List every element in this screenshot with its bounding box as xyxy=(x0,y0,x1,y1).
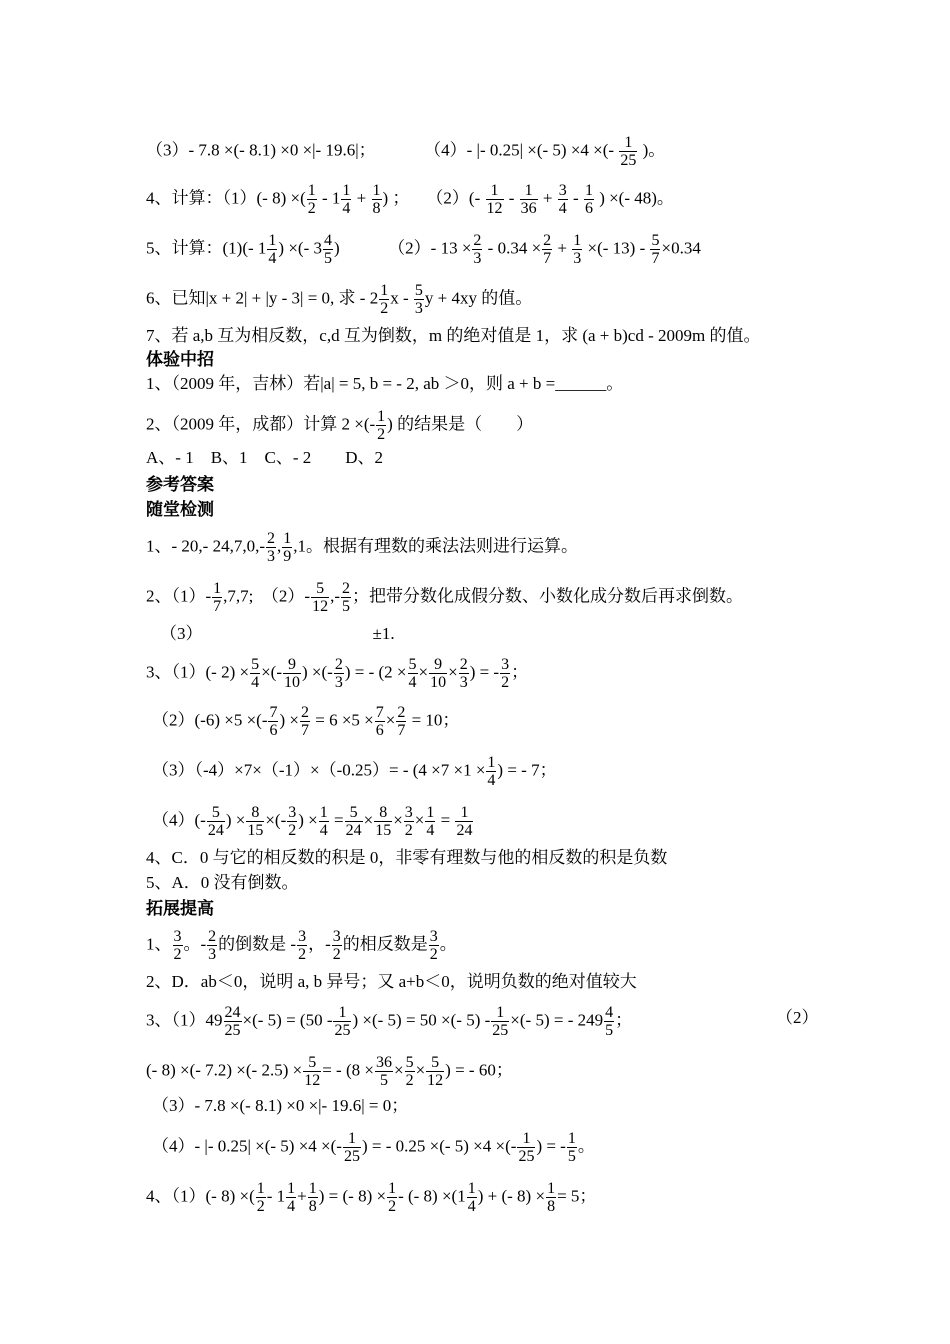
fraction-numerator: 1 xyxy=(467,1180,476,1197)
fraction xyxy=(374,804,392,839)
fraction xyxy=(311,580,329,615)
exercise-text: （2）(-6) ×5 ×(- xyxy=(152,710,268,730)
fraction xyxy=(297,928,307,963)
fraction-denominator: 10 xyxy=(284,674,300,691)
exercise-text: 2、（2009 年，成都）计算 2 ×(- xyxy=(146,414,376,434)
answer-2-3 xyxy=(160,624,395,644)
fraction-numerator: 1 xyxy=(380,282,389,299)
fraction-numerator: 5 xyxy=(426,1054,444,1072)
fraction-denominator: 5 xyxy=(605,1022,614,1039)
exercise-text: ，- xyxy=(308,934,331,954)
fraction-numerator: 1 xyxy=(372,182,381,199)
fraction-denominator: 25 xyxy=(224,1022,241,1039)
fraction-denominator: 2 xyxy=(501,674,510,691)
fraction-denominator: 4 xyxy=(342,200,351,217)
exercise-text: 。 xyxy=(439,934,457,954)
exercise-text: ) = - 7； xyxy=(497,760,557,780)
fraction xyxy=(286,1180,296,1215)
fraction-numerator: 7 xyxy=(269,704,278,721)
fraction-denominator: 4 xyxy=(487,772,496,789)
fraction xyxy=(379,282,389,317)
fraction-denominator: 3 xyxy=(459,674,468,691)
fraction-denominator: 24 xyxy=(345,822,362,839)
fraction-numerator: 3 xyxy=(558,182,567,199)
exercise-text: ×(- 5) = (50 - xyxy=(242,1010,333,1030)
fraction-numerator: 2 xyxy=(300,704,309,721)
fraction-numerator: 8 xyxy=(374,804,392,822)
fraction xyxy=(387,1180,397,1215)
fraction xyxy=(207,928,217,963)
fraction-denominator: 6 xyxy=(375,722,384,739)
exercise-text: （2）- 13 × xyxy=(388,238,472,258)
fraction-numerator: 3 xyxy=(173,928,182,945)
fraction-numerator: 5 xyxy=(408,656,417,673)
fraction-denominator: 5 xyxy=(379,1072,388,1089)
fraction xyxy=(207,804,225,839)
exercise-text: = - (8 × xyxy=(322,1060,374,1080)
extend-answer-3-2: (- 8) ×(- 7.2) ×(- 2.5) × $\frac{5}{12}$ = - (8 × $\frac{36}{5}$ × $\frac{5}{2}$ × $\frac{5}{12}$ ) = - 60； xyxy=(146,1054,513,1089)
exercise-text: ；把带分数化成假分数、小数化成分数后再求倒数。 xyxy=(351,586,743,606)
exercise-text: = - (2 × xyxy=(354,662,407,682)
exercise-text: 2、（1）- xyxy=(146,586,212,606)
fraction xyxy=(376,408,386,443)
fraction-numerator: 36 xyxy=(375,1054,392,1071)
fraction xyxy=(283,656,301,691)
fraction-denominator: 3 xyxy=(334,674,343,691)
fraction-denominator: 12 xyxy=(304,1072,321,1089)
fraction-numerator: 1 xyxy=(308,1180,317,1197)
fraction-numerator: 1 xyxy=(333,1004,351,1022)
fraction-denominator: 7 xyxy=(300,722,309,739)
exercise-text: 3、（1）49 xyxy=(146,1010,223,1030)
exercise-text: ) = - 0.25 ×(- 5) ×4 ×(- xyxy=(361,1136,517,1156)
fraction-numerator: 2 xyxy=(208,928,217,945)
fraction-denominator: 2 xyxy=(377,426,386,443)
fraction-numerator: 8 xyxy=(246,804,264,822)
fraction xyxy=(375,704,385,739)
extend-answer-3-1 xyxy=(146,1004,632,1039)
fraction-denominator: 5 xyxy=(323,250,332,267)
fraction-numerator: 3 xyxy=(501,656,510,673)
extend-answer-1 xyxy=(146,928,457,963)
fraction-denominator: 5 xyxy=(341,598,350,615)
exam-question-2 xyxy=(146,408,533,443)
fraction-numerator: 1 xyxy=(287,1180,296,1197)
fraction xyxy=(256,1180,266,1215)
exercise-5: 5、计算：(1)(- 1 $\frac{1}{4}$ ) ×(- 3 $\frac{4}{5}$ ) （2）- 13 × $\frac{2}{3}$ - 0.34 × $\frac{2}{7}$ + $\frac{1}{3}$ ×(- 13) - $\frac{5}{7}$ ×0.34 xyxy=(146,232,701,267)
exercise-text: ) ×(- 48)。 xyxy=(599,188,674,208)
exercise-text: )。 xyxy=(642,140,666,160)
fraction xyxy=(212,580,222,615)
fraction-denominator: 25 xyxy=(620,152,637,169)
fraction-denominator: 3 xyxy=(573,250,582,267)
fraction-numerator: 3 xyxy=(404,804,413,821)
fraction xyxy=(341,182,351,217)
exercise-text: ； xyxy=(615,1010,633,1030)
fraction-numerator: 1 xyxy=(342,182,351,199)
fraction-numerator: 2 xyxy=(341,580,350,597)
exercise-text: ,7,7; （2）- xyxy=(223,586,311,606)
fraction xyxy=(308,1180,318,1215)
fraction xyxy=(300,704,310,739)
fraction-numerator: 3 xyxy=(429,928,438,945)
fraction-numerator: 1 xyxy=(307,182,316,199)
fraction xyxy=(650,232,660,267)
exercise-text: 的相反数是 xyxy=(342,934,428,954)
fraction-numerator: 1 xyxy=(491,1004,509,1022)
exercise-text: ) = - xyxy=(469,662,500,682)
extend-answer-3-3: （3）- 7.8 ×(- 8.1) ×0 ×|- 19.6| = 0； xyxy=(152,1096,409,1115)
fraction xyxy=(520,182,538,217)
exercise-text: （3）- 7.8 ×(- 8.1) ×0 ×|- 19.6|； xyxy=(146,140,376,160)
fraction xyxy=(604,1004,614,1039)
exercise-text: 4、（1）(- 8) ×( xyxy=(146,1186,255,1206)
fraction-denominator: 2 xyxy=(380,300,389,317)
fraction-numerator: 1 xyxy=(283,530,292,547)
exercise-text: （4）- |- 0.25| ×(- 5) ×4 ×(- xyxy=(152,1136,342,1156)
fraction xyxy=(307,182,317,217)
exercise-text: ) xyxy=(333,238,340,258)
exercise-text: 1、 xyxy=(146,934,172,954)
exercise-text: = xyxy=(334,810,344,830)
fraction-numerator: 1 xyxy=(520,182,538,200)
fraction xyxy=(345,804,363,839)
fraction xyxy=(429,928,439,963)
fraction-numerator: 4 xyxy=(605,1004,614,1021)
fraction-numerator: 1 xyxy=(487,754,496,771)
answer-3-1: 3、（1）(- 2) × $\frac{5}{4}$ ×(- $\frac{9}{10}$ ) ×(- $\frac{2}{3}$ ) = - (2 × $\frac{5}{4}$ × $\frac{9}{10}$ × $\frac{2}{3}$ ) = - $\frac{3}{2}$ ； xyxy=(146,656,529,691)
answer-2: 2、（1）- $\frac{1}{7}$ ,7,7; （2）- $\frac{5}{12}$ ,- $\frac{2}{5}$ ；把带分数化成假分数、小数化成分数后再求倒数。 xyxy=(146,580,743,615)
fraction-numerator: 1 xyxy=(584,182,593,199)
fraction-denominator: 25 xyxy=(343,1148,360,1165)
answer-5: 5、A．0 没有倒数。 xyxy=(146,873,299,892)
fraction-denominator: 4 xyxy=(268,250,277,267)
fraction-numerator: 2 xyxy=(397,704,406,721)
exercise-text: - (- 8) ×(1 xyxy=(398,1186,466,1206)
fraction xyxy=(429,656,447,691)
exercise-text: 。- xyxy=(183,934,207,954)
fraction xyxy=(319,804,329,839)
fraction-numerator: 1 xyxy=(486,182,504,200)
exercise-text: （4）(- xyxy=(152,810,206,830)
fraction xyxy=(267,232,277,267)
answer-3-3 xyxy=(152,754,557,789)
exercise-text: ； xyxy=(511,662,529,682)
exercise-text: = 5； xyxy=(557,1186,597,1206)
fraction-denominator: 4 xyxy=(319,822,328,839)
fraction-numerator: 9 xyxy=(429,656,447,674)
fraction-numerator: 1 xyxy=(619,134,637,152)
fraction xyxy=(455,804,473,839)
fraction-denominator: 12 xyxy=(312,598,329,615)
fraction-numerator: 5 xyxy=(251,656,260,673)
exercise-text: 1、- 20,- 24,7,0,- xyxy=(146,536,265,556)
fraction xyxy=(619,134,637,169)
fraction-denominator: 4 xyxy=(251,674,260,691)
fraction-numerator: 5 xyxy=(303,1054,321,1072)
fraction-numerator: 5 xyxy=(345,804,363,822)
fraction-numerator: 5 xyxy=(311,580,329,598)
fraction xyxy=(287,804,297,839)
fraction-numerator: 1 xyxy=(426,804,435,821)
fraction-denominator: 2 xyxy=(388,1198,397,1215)
fraction xyxy=(546,1180,556,1215)
fraction-denominator: 3 xyxy=(473,250,482,267)
fraction-numerator: 4 xyxy=(323,232,332,249)
exercise-text: 3、（1）(- 2) × xyxy=(146,662,250,682)
fraction xyxy=(282,530,292,565)
fraction xyxy=(333,1004,351,1039)
exercise-text: 4、计算：（1）(- 8) ×( xyxy=(146,188,306,208)
fraction-denominator: 25 xyxy=(492,1022,509,1039)
fraction-numerator: 1 xyxy=(256,1180,265,1197)
fraction-denominator: 7 xyxy=(397,722,406,739)
fraction-denominator: 12 xyxy=(427,1072,444,1089)
fraction xyxy=(472,232,482,267)
fraction xyxy=(491,1004,509,1039)
exercise-text: ×(- 13) - xyxy=(587,238,646,258)
fraction xyxy=(173,928,183,963)
fraction xyxy=(426,1054,444,1089)
fraction xyxy=(375,1054,393,1089)
fraction-denominator: 12 xyxy=(486,200,503,217)
fraction-denominator: 3 xyxy=(414,300,423,317)
exercise-text: ； （2）(- xyxy=(392,188,481,208)
fraction-denominator: 7 xyxy=(213,598,222,615)
exercise-text: ) + (- 8) × xyxy=(477,1186,546,1206)
extend-answer-3-2-label: （2） xyxy=(776,1008,819,1027)
fraction-numerator: 1 xyxy=(377,408,386,425)
fraction-denominator: 2 xyxy=(429,946,438,963)
fraction xyxy=(486,754,496,789)
fraction-denominator: 10 xyxy=(430,674,447,691)
exercise-text: ) 的结果是（ ） xyxy=(387,414,534,434)
fraction-numerator: 1 xyxy=(213,580,222,597)
exercise-text: 。 xyxy=(577,1136,595,1156)
exercise-text: ,1。根据有理数的乘法法则进行运算。 xyxy=(293,536,578,556)
exercise-7: 7、若 a,b 互为相反数，c,d 互为倒数，m 的绝对值是 1，求 (a + b)cd - 2009m 的值。 xyxy=(146,326,761,345)
fraction-denominator: 2 xyxy=(288,822,297,839)
fraction-denominator: 36 xyxy=(520,200,537,217)
fraction-denominator: 3 xyxy=(266,548,275,565)
exercise-text: ×0.34 xyxy=(661,238,701,258)
fraction-numerator: 5 xyxy=(651,232,660,249)
fraction xyxy=(584,182,594,217)
fraction xyxy=(303,1054,321,1089)
fraction xyxy=(500,656,510,691)
exercise-text: （3） xyxy=(160,624,203,643)
exercise-text: = 6 ×5 × xyxy=(315,710,374,730)
fraction-denominator: 24 xyxy=(456,822,473,839)
fraction-denominator: 8 xyxy=(308,1198,317,1215)
section-heading-exam: 体验中招 xyxy=(146,350,214,370)
fraction-numerator: 2 xyxy=(334,656,343,673)
fraction xyxy=(341,580,351,615)
fraction xyxy=(334,656,344,691)
fraction-numerator: 1 xyxy=(319,804,328,821)
fraction-numerator: 3 xyxy=(332,928,341,945)
fraction-numerator: 24 xyxy=(224,1004,241,1021)
fraction xyxy=(459,656,469,691)
fraction-denominator: 2 xyxy=(298,946,307,963)
fraction-denominator: 25 xyxy=(518,1148,535,1165)
fraction xyxy=(268,704,278,739)
exercise-text: （3）（-4）×7×（-1）×（-0.25）= - (4 ×7 ×1 × xyxy=(152,760,486,780)
fraction-denominator: 2 xyxy=(332,946,341,963)
fraction xyxy=(486,182,504,217)
section-heading-extend: 拓展提高 xyxy=(146,899,214,919)
fraction-numerator: 1 xyxy=(343,1130,361,1148)
exercise-text: 5、计算：(1)(- 1 xyxy=(146,238,267,258)
fraction xyxy=(250,656,260,691)
fraction-denominator: 7 xyxy=(651,250,660,267)
exercise-text: ) ×(- 3 xyxy=(278,238,322,258)
exercise-text: x - xyxy=(390,288,409,308)
fraction-numerator: 2 xyxy=(266,530,275,547)
fraction-denominator: 6 xyxy=(584,200,593,217)
exam-options: A、- 1 B、1 C、- 2 D、2 xyxy=(146,448,384,467)
exercise-text: y + 4xy 的值。 xyxy=(424,288,533,308)
fraction-denominator: 5 xyxy=(567,1148,576,1165)
fraction-denominator: 7 xyxy=(543,250,552,267)
fraction xyxy=(558,182,568,217)
section-heading-check: 随堂检测 xyxy=(146,500,214,520)
exercise-text: ) = - xyxy=(536,1136,566,1156)
fraction-denominator: 8 xyxy=(547,1198,556,1215)
fraction xyxy=(372,182,382,217)
answer-3-2: （2）(-6) ×5 ×(- $\frac{7}{6}$ ) × $\frac{2}{7}$ = 6 ×5 × $\frac{7}{6}$ × $\frac{2}{7}$ = 10； xyxy=(152,704,460,739)
exercise-text: ) = (- 8) × xyxy=(318,1186,387,1206)
section-heading-answers: 参考答案 xyxy=(146,475,214,495)
fraction-numerator: 3 xyxy=(298,928,307,945)
fraction xyxy=(343,1130,361,1165)
fraction xyxy=(542,232,552,267)
exercise-text: （4）- |- 0.25| ×(- 5) ×4 ×(- xyxy=(424,140,615,160)
fraction-numerator: 5 xyxy=(207,804,225,822)
fraction-denominator: 2 xyxy=(404,822,413,839)
fraction-numerator: 1 xyxy=(455,804,473,822)
fraction xyxy=(517,1130,535,1165)
fraction-denominator: 15 xyxy=(247,822,264,839)
exercise-text: ) = - 60； xyxy=(445,1060,513,1080)
exercise-6 xyxy=(146,282,532,317)
fraction xyxy=(414,282,424,317)
fraction-denominator: 4 xyxy=(287,1198,296,1215)
exercise-3-3-4 xyxy=(146,134,665,169)
fraction xyxy=(266,530,276,565)
fraction-denominator: 15 xyxy=(375,822,392,839)
fraction xyxy=(323,232,333,267)
exercise-text: 的倒数是 - xyxy=(218,934,297,954)
fraction xyxy=(572,232,582,267)
fraction-denominator: 2 xyxy=(173,946,182,963)
fraction-denominator: 9 xyxy=(283,548,292,565)
exercise-text: (- 8) ×(- 7.2) ×(- 2.5) × xyxy=(146,1060,303,1080)
fraction-numerator: 2 xyxy=(543,232,552,249)
fraction-numerator: 1 xyxy=(573,232,582,249)
fraction-numerator: 5 xyxy=(414,282,423,299)
fraction-denominator: 4 xyxy=(426,822,435,839)
fraction-numerator: 1 xyxy=(517,1130,535,1148)
fraction-numerator: 3 xyxy=(288,804,297,821)
fraction-numerator: 2 xyxy=(459,656,468,673)
fraction xyxy=(567,1130,577,1165)
answer-4: 4、C．0 与它的相反数的积是 0，非零有理数与他的相反数的积是负数 xyxy=(146,848,668,867)
fraction xyxy=(396,704,406,739)
fraction-numerator: 1 xyxy=(567,1130,576,1147)
exercise-4: 4、计算：（1）(- 8) ×( $\frac{1}{2}$ - 1 $\frac{1}{4}$ + $\frac{1}{8}$ ) ； （2）(- $\frac{1}{12}$ - $\frac{1}{36}$ + $\frac{3}{4}$ - $\frac{1}{6}$ ) ×(- 48)。 xyxy=(146,182,674,217)
fraction xyxy=(467,1180,477,1215)
fraction-denominator: 2 xyxy=(307,200,316,217)
answer-3-4: （4）(- $\frac{5}{24}$ ) × $\frac{8}{15}$ ×(- $\frac{3}{2}$ ) × $\frac{1}{4}$ = $\frac{5}{24}$ × $\frac{8}{15}$ × $\frac{3}{2}$ × $\frac{1}{4}$ = $\frac{1}{24}$ xyxy=(152,804,473,839)
fraction-denominator: 2 xyxy=(256,1198,265,1215)
fraction-numerator: 1 xyxy=(388,1180,397,1197)
fraction xyxy=(408,656,418,691)
exercise-text: - 0.34 × xyxy=(487,238,542,258)
fraction xyxy=(246,804,264,839)
fraction-denominator: 2 xyxy=(405,1072,414,1089)
fraction-numerator: 5 xyxy=(405,1054,414,1071)
fraction xyxy=(332,928,342,963)
extend-answer-3-4 xyxy=(152,1130,595,1165)
fraction-numerator: 1 xyxy=(547,1180,556,1197)
fraction-denominator: 4 xyxy=(558,200,567,217)
fraction-denominator: 8 xyxy=(372,200,381,217)
fraction-numerator: 9 xyxy=(283,656,301,674)
fraction-numerator: 1 xyxy=(268,232,277,249)
fraction xyxy=(405,1054,415,1089)
exam-question-1: 1、（2009 年，吉林）若|a| = 5, b = - 2, ab ＞0，则 a + b =______。 xyxy=(146,374,624,393)
fraction xyxy=(224,1004,242,1039)
fraction-numerator: 7 xyxy=(375,704,384,721)
fraction-denominator: 4 xyxy=(408,674,417,691)
fraction-denominator: 3 xyxy=(208,946,217,963)
exercise-text: ) ×(- 5) = 50 ×(- 5) - xyxy=(352,1010,491,1030)
exercise-text: ±1. xyxy=(372,624,395,643)
fraction-denominator: 4 xyxy=(467,1198,476,1215)
fraction-denominator: 24 xyxy=(207,822,224,839)
fraction-denominator: 25 xyxy=(334,1022,351,1039)
exercise-text: ×(- 5) = - 249 xyxy=(510,1010,604,1030)
fraction-denominator: 6 xyxy=(269,722,278,739)
exercise-text: 6、已知|x + 2| + |y - 3| = 0, 求 - 2 xyxy=(146,288,379,308)
extend-answer-4-1: 4、（1）(- 8) ×( $\frac{1}{2}$ - 1 $\frac{1}{4}$ + $\frac{1}{8}$ ) = (- 8) × $\frac{1}{2}$ - (- 8) ×(1 $\frac{1}{4}$ ) + (- 8) × $\frac{1}{8}$ = 5； xyxy=(146,1180,597,1215)
extend-answer-2: 2、D．ab＜0，说明 a, b 异号；又 a+b＜0，说明负数的绝对值较大 xyxy=(146,972,637,991)
exercise-text: = 10； xyxy=(411,710,460,730)
answer-1: 1、- 20,- 24,7,0,- $\frac{2}{3}$ , $\frac{1}{9}$ ,1。根据有理数的乘法法则进行运算。 xyxy=(146,530,578,565)
fraction xyxy=(404,804,414,839)
fraction-numerator: 2 xyxy=(473,232,482,249)
fraction xyxy=(425,804,435,839)
